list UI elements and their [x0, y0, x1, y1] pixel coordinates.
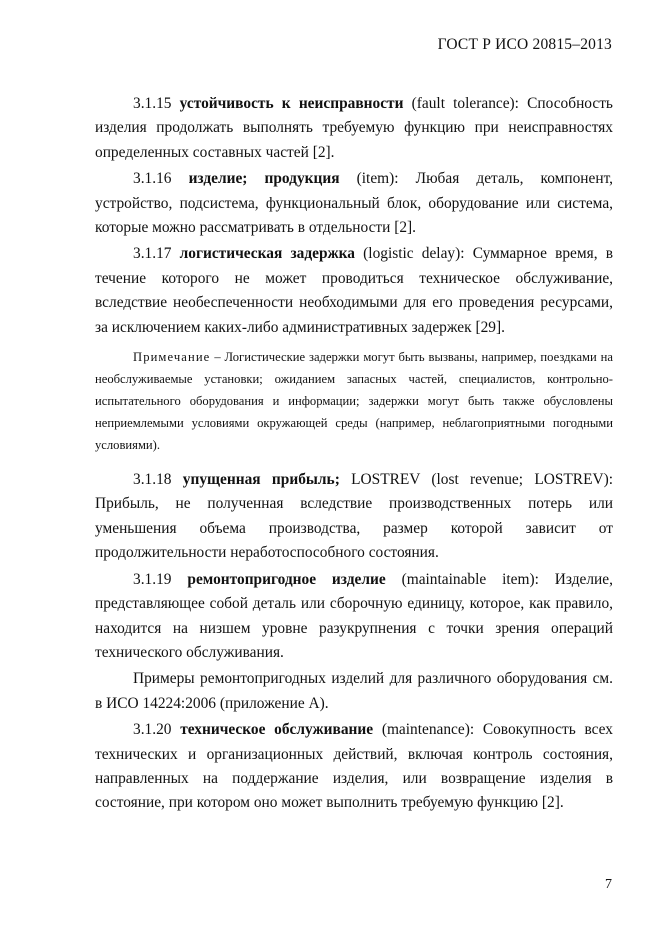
entry-number: 3.1.19	[133, 570, 172, 588]
document-header: ГОСТ Р ИСО 20815–2013	[437, 36, 612, 53]
entry-term: ремонтопригодное изделие	[187, 570, 386, 588]
definition-entry	[95, 468, 613, 566]
entry-english: (logistic delay):	[363, 245, 465, 263]
entry-text: Способность изделия продолжать выполнять требуемую функцию при неисправностях определенных составных частей [2].	[95, 95, 613, 161]
entry-english: (maintenance):	[381, 721, 475, 739]
entry-term: логистическая задержка	[179, 245, 355, 263]
entry-number: 3.1.18	[133, 471, 172, 489]
entry-term: устойчивость к неисправности	[179, 95, 404, 112]
definition-entry	[95, 167, 613, 240]
definition-entry	[95, 718, 613, 816]
note-label: Примечание	[133, 350, 211, 365]
entry-english: (fault tolerance):	[411, 95, 519, 112]
entry-number: 3.1.16	[133, 170, 172, 188]
entry-text: Совокупность всех технических и организационных действий, включая контроль состояния, направленных на поддержание изделия, или возвращение изделия в состояние, при котором оно может выполнить требуемую функцию [2].	[95, 721, 613, 812]
entry-text: Любая деталь, компонент, устройство, подсистема, функциональный блок, оборудование или система, которые можно рассматривать в отдельности [2].	[95, 170, 614, 237]
entry-term: изделие; продукция	[188, 170, 340, 188]
definition-entry	[95, 92, 613, 165]
entry-number: 3.1.20	[133, 721, 172, 739]
entry-term: техническое обслуживание	[180, 721, 374, 739]
note-paragraph	[95, 346, 613, 456]
entry-text: Прибыль, не полученная вследствие производственных потерь или уменьшения объема производства, размер которой зависит от продолжительности неработоспособного состояния.	[95, 495, 613, 562]
entry-english: (maintainable item):	[401, 570, 539, 588]
definition-entry	[95, 568, 613, 666]
page-number: 7	[605, 877, 612, 892]
entry-number: 3.1.15	[133, 95, 172, 112]
note-text: – Логистические задержки могут быть вызваны, например, поездками на необслуживаемые установки; ожиданием запасных частей, специалистов, контрольно-испытательного оборудования и информации; задержки могут быть также обусловлены неприемлемыми условиями окружающей среды (например, неблагоприятными погодными условиями).	[95, 350, 613, 453]
entry-english: (item):	[356, 170, 399, 188]
entry-text: Изделие, представляющее собой деталь или сборочную единицу, которое, как правило, находится на низшем уровне разукрупнения с точки зрения операций технического обслуживания.	[95, 570, 613, 661]
entry-english: LOSTREV (lost revenue; LOSTREV):	[351, 471, 613, 489]
example-paragraph: Примеры ремонтопригодных изделий для различного оборудования см. в ИСО 14224:2006 (приложение А).	[95, 670, 613, 712]
entry-text: Суммарное время, в течение которого не может проводиться техническое обслуживание, вследствие необеспеченности необходимыми для его проведения ресурсами, за исключением каких-либо административных задержек [29].	[95, 245, 613, 336]
page-content	[95, 92, 613, 818]
entry-term: упущенная прибыль;	[182, 471, 340, 489]
definition-entry	[95, 242, 613, 340]
entry-number: 3.1.17	[133, 245, 172, 263]
